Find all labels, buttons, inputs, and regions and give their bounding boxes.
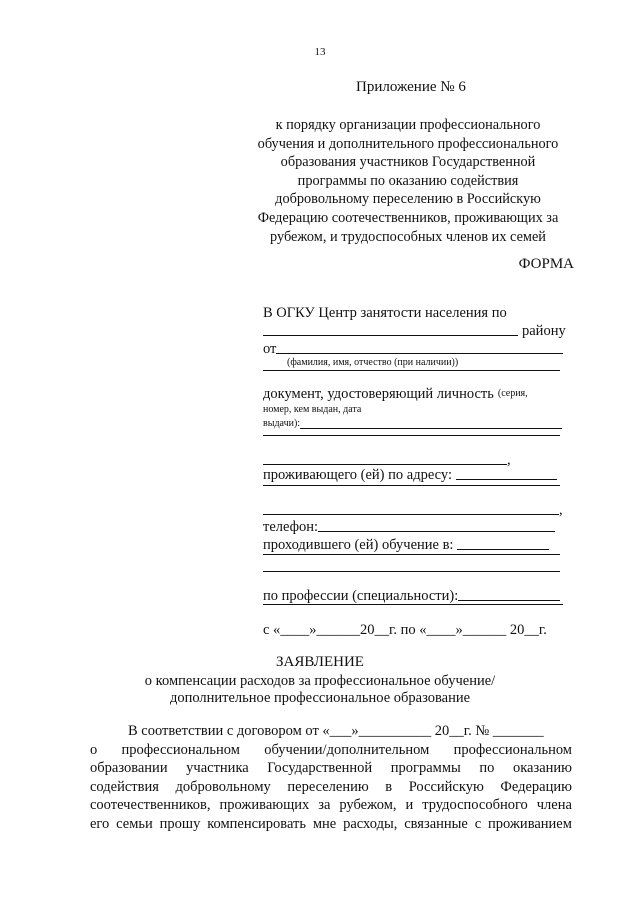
subtitle-line: образования участников Государственной [280, 154, 536, 171]
paragraph-line [90, 796, 572, 815]
dates-text[interactable]: с «____»______20__г. по «____»______ 20__г. [263, 622, 547, 638]
paragraph-word: и [405, 797, 414, 814]
doc-hint-1: (серия, [497, 388, 528, 399]
paragraph-word: оказанию [512, 760, 572, 777]
comma: , [507, 452, 511, 468]
district-label: району [522, 323, 566, 339]
paragraph-word: содействия [90, 778, 159, 795]
subtitle-line: к порядку организации профессионального [275, 117, 541, 133]
profession-extra-field[interactable] [263, 604, 563, 605]
paragraph-word: члена [536, 797, 572, 814]
statement-subtitle-line: о компенсации расходов за профессиональное обучение/ [144, 673, 496, 689]
doc-extra-field-1[interactable] [263, 435, 560, 436]
doc-hint-2: номер, кем выдан, дата [263, 404, 362, 415]
from-label: от [263, 341, 277, 357]
residing-label: проживающего (ей) по адресу: [263, 467, 452, 483]
paragraph-word: Российскую [408, 778, 484, 795]
trained-extra-field-1[interactable] [263, 554, 560, 555]
district-line [263, 323, 566, 339]
paragraph-word: программы [390, 760, 461, 777]
paragraph-line [90, 778, 572, 797]
doc-hint-3: выдачи): [263, 418, 301, 429]
paragraph-word: с [474, 815, 482, 832]
phone-field[interactable] [318, 531, 555, 532]
addressee-to-line [263, 305, 507, 321]
doc-issued-line [263, 416, 562, 432]
doc-extra-field-2[interactable] [263, 464, 507, 465]
paragraph-word: Государственной [267, 760, 373, 777]
name-hint: (фамилия, имя, отчество (при наличии)) [287, 357, 459, 368]
paragraph-word: его [90, 815, 110, 832]
paragraph-word: о [90, 741, 98, 758]
paragraph-word: связанные [404, 815, 468, 832]
address-extra-line-2 [263, 502, 563, 518]
paragraph-word: проживающих [219, 797, 310, 814]
trained-extra-line-1 [263, 554, 560, 558]
profession-line [263, 588, 560, 604]
paragraph-word: проживанием [488, 815, 572, 832]
paragraph-word: по [479, 760, 495, 777]
paragraph-word: трудоспособного [422, 797, 528, 814]
paragraph-word: соотечественников, [90, 797, 211, 814]
subtitle-line: Федерацию соотечественников, проживающих за [257, 209, 559, 226]
paragraph-word: в [385, 778, 393, 795]
paragraph-word: профессиональном [121, 741, 240, 758]
address-extra-field-1[interactable] [263, 485, 560, 486]
phone-label: телефон: [263, 519, 319, 535]
statement-subtitle [0, 673, 640, 707]
appendix-subtitle [232, 116, 584, 246]
address-extra-field-2[interactable] [263, 514, 559, 515]
paragraph-line [90, 759, 572, 778]
paragraph-word: рубежом, [339, 797, 397, 814]
profession-extra-line [263, 604, 563, 608]
name-extra-field[interactable] [263, 370, 560, 371]
paragraph-word: В соответствии с договором от «___»__________ 20__г. № _______ [128, 723, 544, 739]
paragraph-word: расходы, [343, 815, 398, 832]
from-field[interactable] [276, 353, 563, 354]
paragraph-word: семьи [116, 815, 153, 832]
trained-field[interactable] [457, 549, 549, 550]
trained-line [263, 537, 549, 553]
subtitle-line: добровольному переселению в Российскую [275, 191, 541, 208]
doc-extra-line-1 [263, 435, 560, 439]
address-extra-line-1 [263, 485, 560, 489]
paragraph-word: за [318, 797, 331, 814]
profession-field[interactable] [458, 600, 560, 601]
from-line [263, 341, 563, 357]
dates-line [263, 622, 547, 638]
appendix-title: Приложение № 6 [356, 79, 466, 95]
name-extra-line [263, 370, 560, 374]
trained-extra-line-2 [263, 571, 560, 575]
doc-label: документ, удостоверяющий личность [263, 386, 494, 402]
paragraph-word: обучении/дополнительном [264, 741, 430, 758]
subtitle-line: обучения и дополнительного профессионального [257, 135, 559, 152]
subtitle-line: программы по оказанию содействия [297, 172, 519, 189]
residing-line [263, 467, 557, 483]
paragraph-word: мне [312, 815, 337, 832]
paragraph-line [90, 722, 572, 741]
paragraph-word: прошу [159, 815, 201, 832]
paragraph-line [90, 741, 572, 760]
paragraph-word: участника [186, 760, 249, 777]
paragraph-word: образовании [90, 760, 168, 777]
paragraph-word: переселению [287, 778, 369, 795]
page-number: 13 [314, 46, 326, 58]
statement-paragraph [90, 722, 572, 834]
statement-subtitle-line: дополнительное профессиональное образование [169, 690, 471, 706]
statement-title: ЗАЯВЛЕНИЕ [276, 654, 364, 670]
paragraph-word: добровольному [175, 778, 271, 795]
district-field[interactable] [263, 335, 518, 336]
doc-field[interactable] [300, 428, 562, 429]
paragraph-word: Федерацию [500, 778, 572, 795]
trained-extra-field-2[interactable] [263, 571, 560, 572]
doc-extra-line-2 [263, 452, 511, 468]
address-field[interactable] [456, 479, 557, 480]
comma: , [559, 502, 563, 518]
form-label: ФОРМА [518, 256, 574, 272]
addressee-to-text: В ОГКУ Центр занятости населения по [263, 305, 507, 321]
phone-line [263, 519, 555, 535]
trained-label: проходившего (ей) обучение в: [263, 537, 454, 553]
profession-label: по профессии (специальности): [263, 588, 459, 604]
paragraph-word: компенсировать [207, 815, 306, 832]
doc-line [263, 386, 528, 402]
paragraph-word: профессиональном [453, 741, 572, 758]
paragraph-line [90, 815, 572, 834]
subtitle-line: рубежом, и трудоспособных членов их семей [270, 228, 546, 245]
